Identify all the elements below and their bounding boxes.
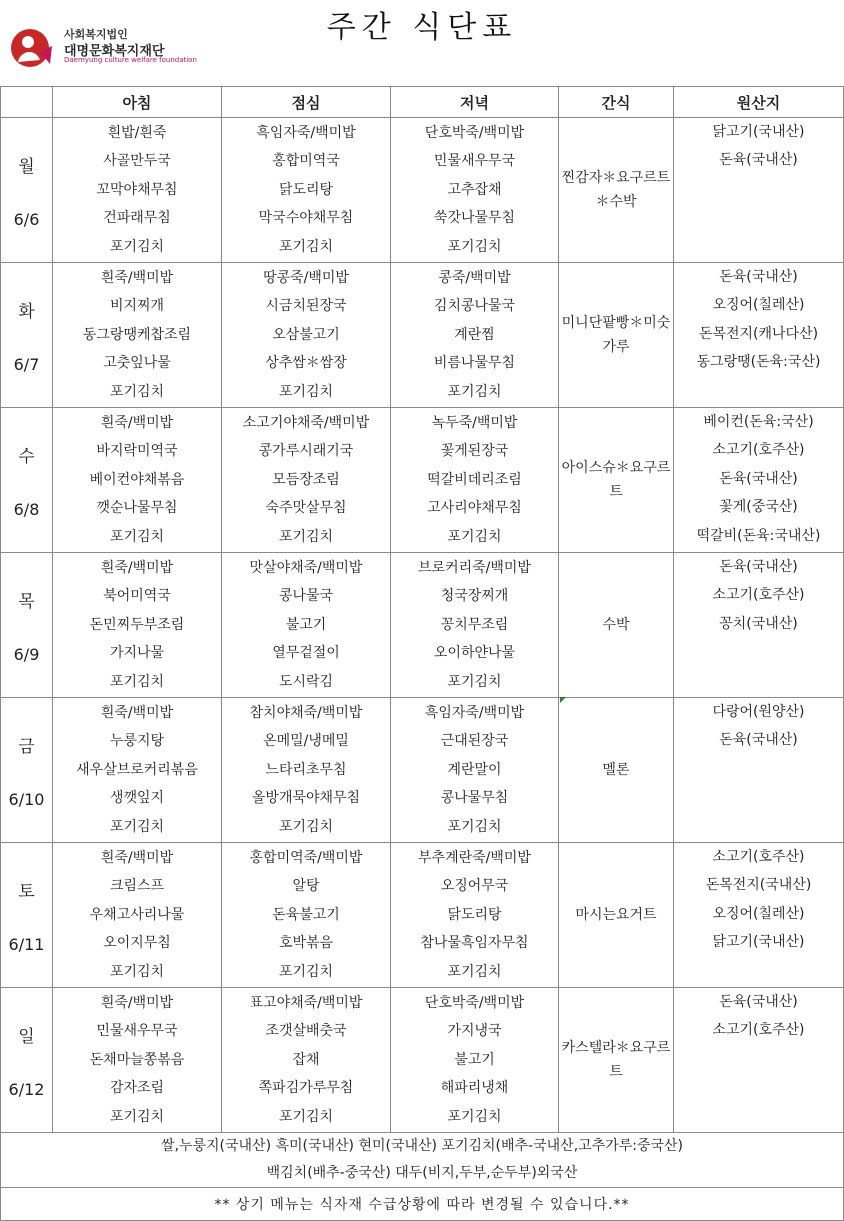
day-cell xyxy=(1,118,53,263)
header-snack: 간식 xyxy=(559,87,674,118)
origin-item: 돈육(국내산) xyxy=(719,269,798,285)
origin-item: 돈목전지(캐나다산) xyxy=(698,325,819,342)
origin-cell xyxy=(674,843,844,988)
snack-cell: 찐감자＊요구르트＊수박 xyxy=(559,118,674,263)
header-day xyxy=(1,87,53,118)
dinner-item: 오이하얀나물 xyxy=(433,645,516,662)
change-notice: ** 상기 메뉴는 식자재 수급상황에 따라 변경될 수 있습니다.** xyxy=(1,1188,844,1221)
snack-cell: 마시는요거트 xyxy=(559,843,674,988)
dinner-item: 고사리야채무침 xyxy=(427,500,522,517)
lunch-item: 포기김치 xyxy=(278,1108,334,1125)
page-title: 주간 식단표 xyxy=(326,10,518,45)
day-row xyxy=(1,988,844,1133)
lunch-cell xyxy=(222,118,391,263)
lunch-item: 숙주맛살무침 xyxy=(265,500,347,517)
breakfast-item: 동그랑땡케찹조림 xyxy=(82,326,192,343)
dinner-item: 비름나물무침 xyxy=(433,355,516,372)
lunch-item: 홍합미역죽/백미밥 xyxy=(249,849,363,866)
lunch-item: 올방개묵야채무침 xyxy=(251,790,361,807)
day-cell xyxy=(1,408,53,553)
day-date: 6/8 xyxy=(13,499,40,519)
dinner-item: 포기김치 xyxy=(447,963,502,980)
dinner-cell xyxy=(391,408,559,553)
dinner-item: 포기김치 xyxy=(447,673,502,690)
origin-cell xyxy=(674,263,844,408)
breakfast-item: 흰죽/백미밥 xyxy=(100,849,174,866)
day-cell xyxy=(1,843,53,988)
breakfast-item: 흰밥/흰죽 xyxy=(107,124,167,141)
lunch-cell xyxy=(222,553,391,698)
lunch-item: 돈육불고기 xyxy=(272,906,340,923)
breakfast-item: 포기김치 xyxy=(109,1108,165,1125)
breakfast-item: 포기김치 xyxy=(109,673,165,690)
lunch-item: 느타리초무침 xyxy=(265,761,347,778)
breakfast-cell xyxy=(53,843,222,988)
breakfast-item: 바지락미역국 xyxy=(96,443,178,460)
page-header xyxy=(0,0,844,86)
breakfast-cell xyxy=(53,698,222,843)
day-row xyxy=(1,843,844,988)
lunch-item: 콩나물국 xyxy=(278,588,334,605)
breakfast-item: 돈민찌두부조림 xyxy=(89,616,185,633)
dinner-cell xyxy=(391,988,559,1133)
dinner-item: 포기김치 xyxy=(447,528,502,545)
dinner-item: 청국장찌개 xyxy=(440,588,509,605)
dinner-cell xyxy=(391,118,559,263)
day-row xyxy=(1,408,844,553)
dinner-item: 부추계란죽/백미밥 xyxy=(418,849,531,866)
day-cell xyxy=(1,698,53,843)
day-cell xyxy=(1,553,53,698)
breakfast-cell xyxy=(53,408,222,553)
breakfast-item: 베이컨야채볶음 xyxy=(89,471,185,488)
day-name: 월 xyxy=(18,156,35,177)
lunch-item: 표고야채죽/백미밥 xyxy=(249,994,363,1011)
day-row xyxy=(1,118,844,263)
breakfast-item: 감자조림 xyxy=(109,1080,165,1097)
day-row xyxy=(1,553,844,698)
lunch-item: 포기김치 xyxy=(278,383,334,400)
origin-item: 돈육(국내산) xyxy=(719,994,798,1010)
origin-item: 돈육(국내산) xyxy=(719,732,798,749)
lunch-cell xyxy=(222,698,391,843)
day-cell xyxy=(1,988,53,1133)
lunch-item: 불고기 xyxy=(285,616,327,633)
logo-english-text: Daemyung culture welfare foundation xyxy=(64,56,197,64)
day-name: 금 xyxy=(18,736,35,757)
footnote-line-1: 쌀,누룽지(국내산) 흑미(국내산) 현미(국내산) 포기김치(배추-국내산,고추가루:중국산) xyxy=(160,1138,683,1154)
lunch-item: 오삼불고기 xyxy=(272,326,340,343)
dinner-cell xyxy=(391,698,559,843)
day-name: 수 xyxy=(18,446,35,467)
day-name: 일 xyxy=(18,1026,35,1047)
dinner-item: 콩나물무침 xyxy=(440,790,509,807)
dinner-item: 녹두죽/백미밥 xyxy=(431,414,518,431)
dinner-cell xyxy=(391,553,559,698)
breakfast-cell xyxy=(53,263,222,408)
day-name: 목 xyxy=(18,591,35,612)
lunch-item: 호박볶음 xyxy=(278,935,334,952)
lunch-item: 온메밀/냉메밀 xyxy=(263,733,349,750)
dinner-item: 포기김치 xyxy=(447,818,502,835)
header-origin: 원산지 xyxy=(674,87,844,118)
snack-cell: 미니단팥빵＊미숫가루 xyxy=(559,263,674,408)
menu-body xyxy=(1,118,844,1133)
cell-comment-marker xyxy=(560,697,566,703)
lunch-item: 흑임자죽/백미밥 xyxy=(256,124,356,141)
origin-footnote xyxy=(1,1133,844,1188)
snack-cell: 카스텔라＊요구르트 xyxy=(559,988,674,1133)
breakfast-item: 포기김치 xyxy=(109,963,165,980)
lunch-item: 참치야채죽/백미밥 xyxy=(249,704,363,721)
dinner-item: 콩죽/백미밥 xyxy=(438,269,511,286)
dinner-item: 떡갈비데리조림 xyxy=(427,471,522,488)
breakfast-item: 새우살브로커리볶음 xyxy=(76,761,198,778)
origin-item: 꽃게(중국산) xyxy=(719,499,798,516)
day-date: 6/12 xyxy=(8,1079,45,1099)
breakfast-item: 민물새우무국 xyxy=(96,1023,178,1040)
dinner-item: 고추잡채 xyxy=(447,181,502,198)
header-dinner: 저녁 xyxy=(391,87,559,118)
dinner-cell xyxy=(391,263,559,408)
note-row xyxy=(1,1188,844,1221)
weekly-menu-table xyxy=(0,86,844,1221)
lunch-item: 콩가루시래기국 xyxy=(258,443,354,460)
breakfast-item: 생깻잎지 xyxy=(109,790,165,807)
day-name: 토 xyxy=(18,881,35,902)
snack-cell: 아이스슈＊요구르트 xyxy=(559,408,674,553)
dinner-item: 단호박죽/백미밥 xyxy=(424,994,525,1011)
lunch-item: 조갯살배춧국 xyxy=(265,1023,347,1040)
lunch-item: 도시락김 xyxy=(278,673,334,690)
breakfast-item: 흰죽/백미밥 xyxy=(100,994,174,1011)
origin-item: 돈육(국내산) xyxy=(719,152,798,169)
lunch-item: 시금치된장국 xyxy=(265,298,347,315)
header-lunch: 점심 xyxy=(222,87,391,118)
breakfast-cell xyxy=(53,988,222,1133)
breakfast-item: 가지나물 xyxy=(109,645,165,662)
breakfast-item: 포기김치 xyxy=(109,528,165,545)
lunch-item: 포기김치 xyxy=(278,528,334,545)
origin-item: 베이컨(돈육:국산) xyxy=(703,414,814,430)
origin-item: 다랑어(원양산) xyxy=(712,704,805,720)
dinner-item: 김치콩나물국 xyxy=(433,298,516,315)
origin-item: 돈목전지(국내산) xyxy=(705,877,812,894)
origin-item: 소고기(호주산) xyxy=(712,442,805,459)
day-cell xyxy=(1,263,53,408)
origin-item: 동그랑땡(돈육:국산) xyxy=(696,354,821,371)
dinner-item: 오징어무국 xyxy=(440,878,509,895)
day-row xyxy=(1,698,844,843)
dinner-item: 가지냉국 xyxy=(447,1023,502,1040)
origin-cell xyxy=(674,408,844,553)
breakfast-item: 포기김치 xyxy=(109,818,165,835)
breakfast-item: 흰죽/백미밥 xyxy=(100,414,174,431)
lunch-item: 막국수야채무침 xyxy=(258,210,354,227)
origin-cell xyxy=(674,698,844,843)
dinner-item: 해파리냉채 xyxy=(440,1080,509,1097)
lunch-item: 홍합미역국 xyxy=(272,153,340,170)
breakfast-cell xyxy=(53,118,222,263)
breakfast-item: 포기김치 xyxy=(109,238,165,255)
breakfast-item: 사골만두국 xyxy=(103,153,171,170)
breakfast-item: 돈채마늘쫑볶음 xyxy=(89,1051,185,1068)
lunch-item: 소고기야채죽/백미밥 xyxy=(242,414,370,431)
breakfast-item: 흰죽/백미밥 xyxy=(100,269,174,286)
dinner-item: 근대된장국 xyxy=(440,733,509,750)
origin-item: 소고기(호주산) xyxy=(712,1022,805,1039)
lunch-item: 맛살야채죽/백미밥 xyxy=(249,559,363,576)
dinner-item: 계란찜 xyxy=(454,326,495,343)
logo-name-text: 대명문화복지재단 xyxy=(64,44,165,59)
snack-cell: 멜론 xyxy=(559,698,674,843)
dinner-item: 흑임자죽/백미밥 xyxy=(424,704,525,721)
origin-cell xyxy=(674,118,844,263)
breakfast-item: 우채고사리나물 xyxy=(89,906,185,923)
dinner-item: 계란말이 xyxy=(447,761,502,778)
lunch-item: 잡채 xyxy=(292,1051,320,1068)
lunch-item: 포기김치 xyxy=(278,238,334,255)
breakfast-item: 오이지무침 xyxy=(103,935,171,952)
origin-item: 돈육(국내산) xyxy=(719,470,798,487)
lunch-item: 쪽파김가루무침 xyxy=(258,1080,354,1097)
breakfast-item: 깻순나물무침 xyxy=(96,500,178,517)
dinner-item: 포기김치 xyxy=(447,238,502,255)
breakfast-item: 흰죽/백미밥 xyxy=(100,704,174,721)
lunch-item: 땅콩죽/백미밥 xyxy=(263,269,349,286)
breakfast-item: 꼬막야채무침 xyxy=(96,181,178,198)
breakfast-item: 건파래무침 xyxy=(103,210,171,227)
day-date: 6/11 xyxy=(8,934,45,954)
day-date: 6/7 xyxy=(13,354,40,374)
origin-item: 오징어(칠레산) xyxy=(712,905,805,922)
footer-row xyxy=(1,1133,844,1188)
dinner-item: 브로커리죽/백미밥 xyxy=(418,559,531,576)
origin-item: 꽁치(국내산) xyxy=(719,615,798,632)
origin-cell xyxy=(674,553,844,698)
origin-item: 소고기(호주산) xyxy=(712,587,805,604)
dinner-item: 포기김치 xyxy=(447,1108,502,1125)
dinner-item: 닭도리탕 xyxy=(447,906,502,923)
snack-cell: 수박 xyxy=(559,553,674,698)
header-row xyxy=(1,87,844,118)
origin-item: 닭고기(국내산) xyxy=(712,934,805,951)
breakfast-item: 흰죽/백미밥 xyxy=(100,559,174,576)
origin-item: 돈육(국내산) xyxy=(719,559,798,575)
origin-item: 오징어(칠레산) xyxy=(712,297,805,314)
footnote-line-2: 백김치(배추-중국산) 대두(비지,두부,순두부)외국산 xyxy=(266,1165,578,1181)
day-date: 6/10 xyxy=(8,789,45,809)
breakfast-item: 고춧잎나물 xyxy=(103,355,171,372)
dinner-item: 불고기 xyxy=(454,1051,495,1068)
origin-cell xyxy=(674,988,844,1133)
dinner-item: 단호박죽/백미밥 xyxy=(424,124,525,141)
breakfast-item: 비지찌개 xyxy=(109,298,165,315)
day-date: 6/6 xyxy=(13,209,40,229)
dinner-item: 참나물흑임자무침 xyxy=(420,935,529,952)
day-date: 6/9 xyxy=(13,644,40,664)
day-name: 화 xyxy=(18,301,35,322)
breakfast-cell xyxy=(53,553,222,698)
lunch-item: 열무겉절이 xyxy=(272,645,340,662)
lunch-cell xyxy=(222,408,391,553)
day-row xyxy=(1,263,844,408)
breakfast-item: 북어미역국 xyxy=(103,588,171,605)
lunch-item: 닭도리탕 xyxy=(278,181,334,198)
origin-item: 떡갈비(돈육:국내산) xyxy=(696,527,821,544)
lunch-item: 알탕 xyxy=(292,878,320,895)
dinner-item: 꽃게된장국 xyxy=(440,443,509,460)
lunch-cell xyxy=(222,263,391,408)
lunch-cell xyxy=(222,843,391,988)
breakfast-item: 크림스프 xyxy=(109,878,165,895)
lunch-item: 포기김치 xyxy=(278,818,334,835)
dinner-item: 포기김치 xyxy=(447,383,502,400)
origin-item: 닭고기(국내산) xyxy=(712,124,805,140)
dinner-cell xyxy=(391,843,559,988)
header-breakfast: 아침 xyxy=(53,87,222,118)
lunch-item: 포기김치 xyxy=(278,963,334,980)
dinner-item: 쑥갓나물무침 xyxy=(433,210,516,227)
dinner-item: 꽁치무조림 xyxy=(440,616,509,633)
breakfast-item: 포기김치 xyxy=(109,383,165,400)
lunch-item: 상추쌈＊쌈장 xyxy=(265,355,347,372)
lunch-cell xyxy=(222,988,391,1133)
logo-org-text: 사회복지법인 xyxy=(64,28,128,41)
breakfast-item: 누룽지탕 xyxy=(109,733,165,750)
lunch-item: 모듬장조림 xyxy=(272,471,340,488)
dinner-item: 민물새우무국 xyxy=(433,153,516,170)
origin-item: 소고기(호주산) xyxy=(712,849,805,865)
